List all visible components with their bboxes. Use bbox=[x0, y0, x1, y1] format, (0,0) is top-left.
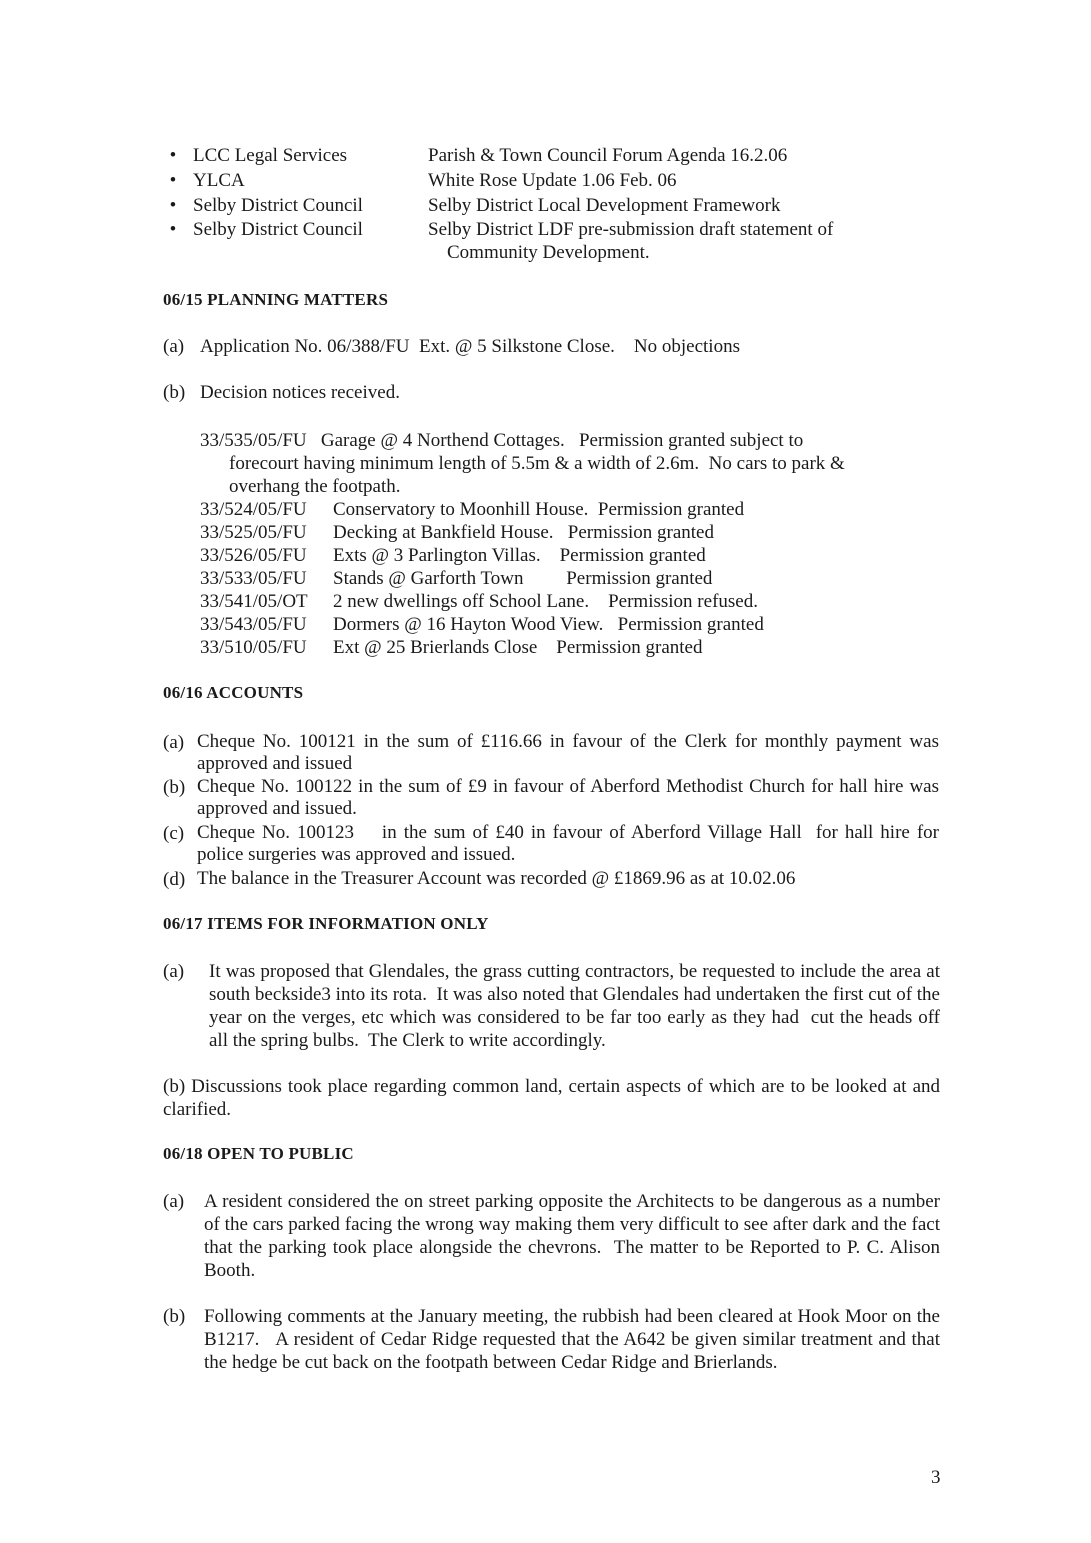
decision-text: Dormers @ 16 Hayton Wood View. Permission granted bbox=[333, 614, 764, 635]
decision-text: Ext @ 25 Brierlands Close Permission granted bbox=[333, 637, 703, 658]
decision-text: overhang the footpath. bbox=[229, 476, 401, 497]
decision-text: Conservatory to Moonhill House. Permission granted bbox=[333, 499, 745, 520]
section-heading-planning: 06/15 PLANNING MATTERS bbox=[163, 290, 389, 309]
decision-row bbox=[200, 498, 744, 521]
decision-text: 2 new dwellings off School Lane. Permission refused. bbox=[333, 591, 758, 612]
information-item: It was proposed that Glendales, the grass cutting contractors, be requested to include the area at south beckside3 into its rota. It was also noted that Glendales had undertaken the first cut of the year on the verges, etc which was considered to be far too early as they had cut the heads off all the spring bulbs. The Clerk to write accordingly. bbox=[209, 961, 945, 1051]
item-label: (a) bbox=[163, 961, 185, 982]
section-heading-accounts: 06/16 ACCOUNTS bbox=[163, 683, 304, 702]
decision-ref: 33/526/05/FU bbox=[200, 545, 307, 566]
section-heading-information: 06/17 ITEMS FOR INFORMATION ONLY bbox=[163, 914, 489, 933]
decision-ref: 33/541/05/OT bbox=[200, 591, 308, 612]
public-item: Following comments at the January meeting, the rubbish had been cleared at Hook Moor on the B1217. A resident of Cedar Ridge requested that the A642 be given similar treatment and that the hedge be cut back on the footpath between Cedar Ridge and Brierlands. bbox=[204, 1306, 945, 1373]
decision-text: Stands @ Garforth Town Permission granted bbox=[333, 568, 713, 589]
item-label: (a) bbox=[163, 336, 185, 357]
information-item: (b) Discussions took place regarding common land, certain aspects of which are to be looked at and clarified. bbox=[163, 1076, 940, 1120]
decision-row bbox=[200, 521, 714, 544]
bullet-icon: • bbox=[169, 145, 177, 166]
item-label: (c) bbox=[163, 823, 185, 844]
decision-row bbox=[200, 590, 758, 613]
planning-application: Application No. 06/388/FU Ext. @ 5 Silkstone Close. No objections bbox=[200, 336, 740, 357]
decision-ref: 33/510/05/FU bbox=[200, 637, 307, 658]
decision-notices-intro: Decision notices received. bbox=[200, 382, 400, 403]
account-item: Cheque No. 100122 in the sum of £9 in favour of Aberford Methodist Church for hall hire was approved and issued. bbox=[197, 776, 944, 819]
item-label: (b) bbox=[163, 382, 186, 403]
correspondence-doc bbox=[428, 218, 908, 264]
decision-ref: 33/525/05/FU bbox=[200, 522, 307, 543]
item-label: (b) bbox=[163, 777, 186, 798]
correspondence-doc: White Rose Update 1.06 Feb. 06 bbox=[428, 170, 677, 191]
decision-row bbox=[200, 567, 712, 590]
item-label: (b) bbox=[163, 1306, 186, 1327]
item-label: (d) bbox=[163, 869, 186, 890]
account-item: Cheque No. 100121 in the sum of £116.66 in favour of the Clerk for monthly payment was approved and issued bbox=[197, 731, 944, 774]
decision-ref: 33/524/05/FU bbox=[200, 499, 307, 520]
decision-text: Exts @ 3 Parlington Villas. Permission granted bbox=[333, 545, 706, 566]
account-item: Cheque No. 100123 in the sum of £40 in favour of Aberford Village Hall for hall hire for police surgeries was approved and issued. bbox=[197, 822, 944, 865]
decision-text: Garage @ 4 Northend Cottages. Permission granted subject to bbox=[320, 430, 804, 451]
section-heading-public: 06/18 OPEN TO PUBLIC bbox=[163, 1144, 354, 1163]
decision-row bbox=[200, 636, 702, 659]
correspondence-org: LCC Legal Services bbox=[193, 145, 348, 166]
correspondence-org: YLCA bbox=[193, 170, 245, 191]
decision-ref: 33/543/05/FU bbox=[200, 614, 307, 635]
decision-ref: 33/533/05/FU bbox=[200, 568, 307, 589]
decision-text: forecourt having minimum length of 5.5m & a width of 2.6m. No cars to park & bbox=[229, 453, 845, 474]
correspondence-org: Selby District Council bbox=[193, 219, 363, 240]
correspondence-doc: Selby District Local Development Framework bbox=[428, 195, 781, 216]
item-label: (a) bbox=[163, 1191, 185, 1212]
correspondence-doc-line: Selby District LDF pre-submission draft statement of bbox=[428, 219, 834, 240]
decision-row bbox=[200, 544, 706, 567]
public-item: A resident considered the on street parking opposite the Architects to be dangerous as a number of the cars parked facing the wrong way making them very difficult to see after dark and the fact that the parking took place alongside the chevrons. The matter to be Reported to P. C. Alison Booth. bbox=[204, 1191, 945, 1281]
decision-text: Decking at Bankfield House. Permission granted bbox=[333, 522, 714, 543]
decision-ref: 33/535/05/FU bbox=[200, 430, 307, 451]
bullet-icon: • bbox=[169, 219, 177, 240]
item-label: (a) bbox=[163, 732, 185, 753]
bullet-icon: • bbox=[169, 170, 177, 191]
decision-row bbox=[200, 613, 764, 636]
correspondence-doc-line: Community Development. bbox=[447, 242, 650, 263]
correspondence-org: Selby District Council bbox=[193, 195, 363, 216]
account-item: The balance in the Treasurer Account was recorded @ £1869.96 as at 10.02.06 bbox=[197, 868, 796, 889]
decision-notice-first bbox=[200, 429, 920, 498]
correspondence-doc: Parish & Town Council Forum Agenda 16.2.06 bbox=[428, 145, 788, 166]
bullet-icon: • bbox=[169, 195, 177, 216]
page-number: 3 bbox=[931, 1467, 941, 1488]
